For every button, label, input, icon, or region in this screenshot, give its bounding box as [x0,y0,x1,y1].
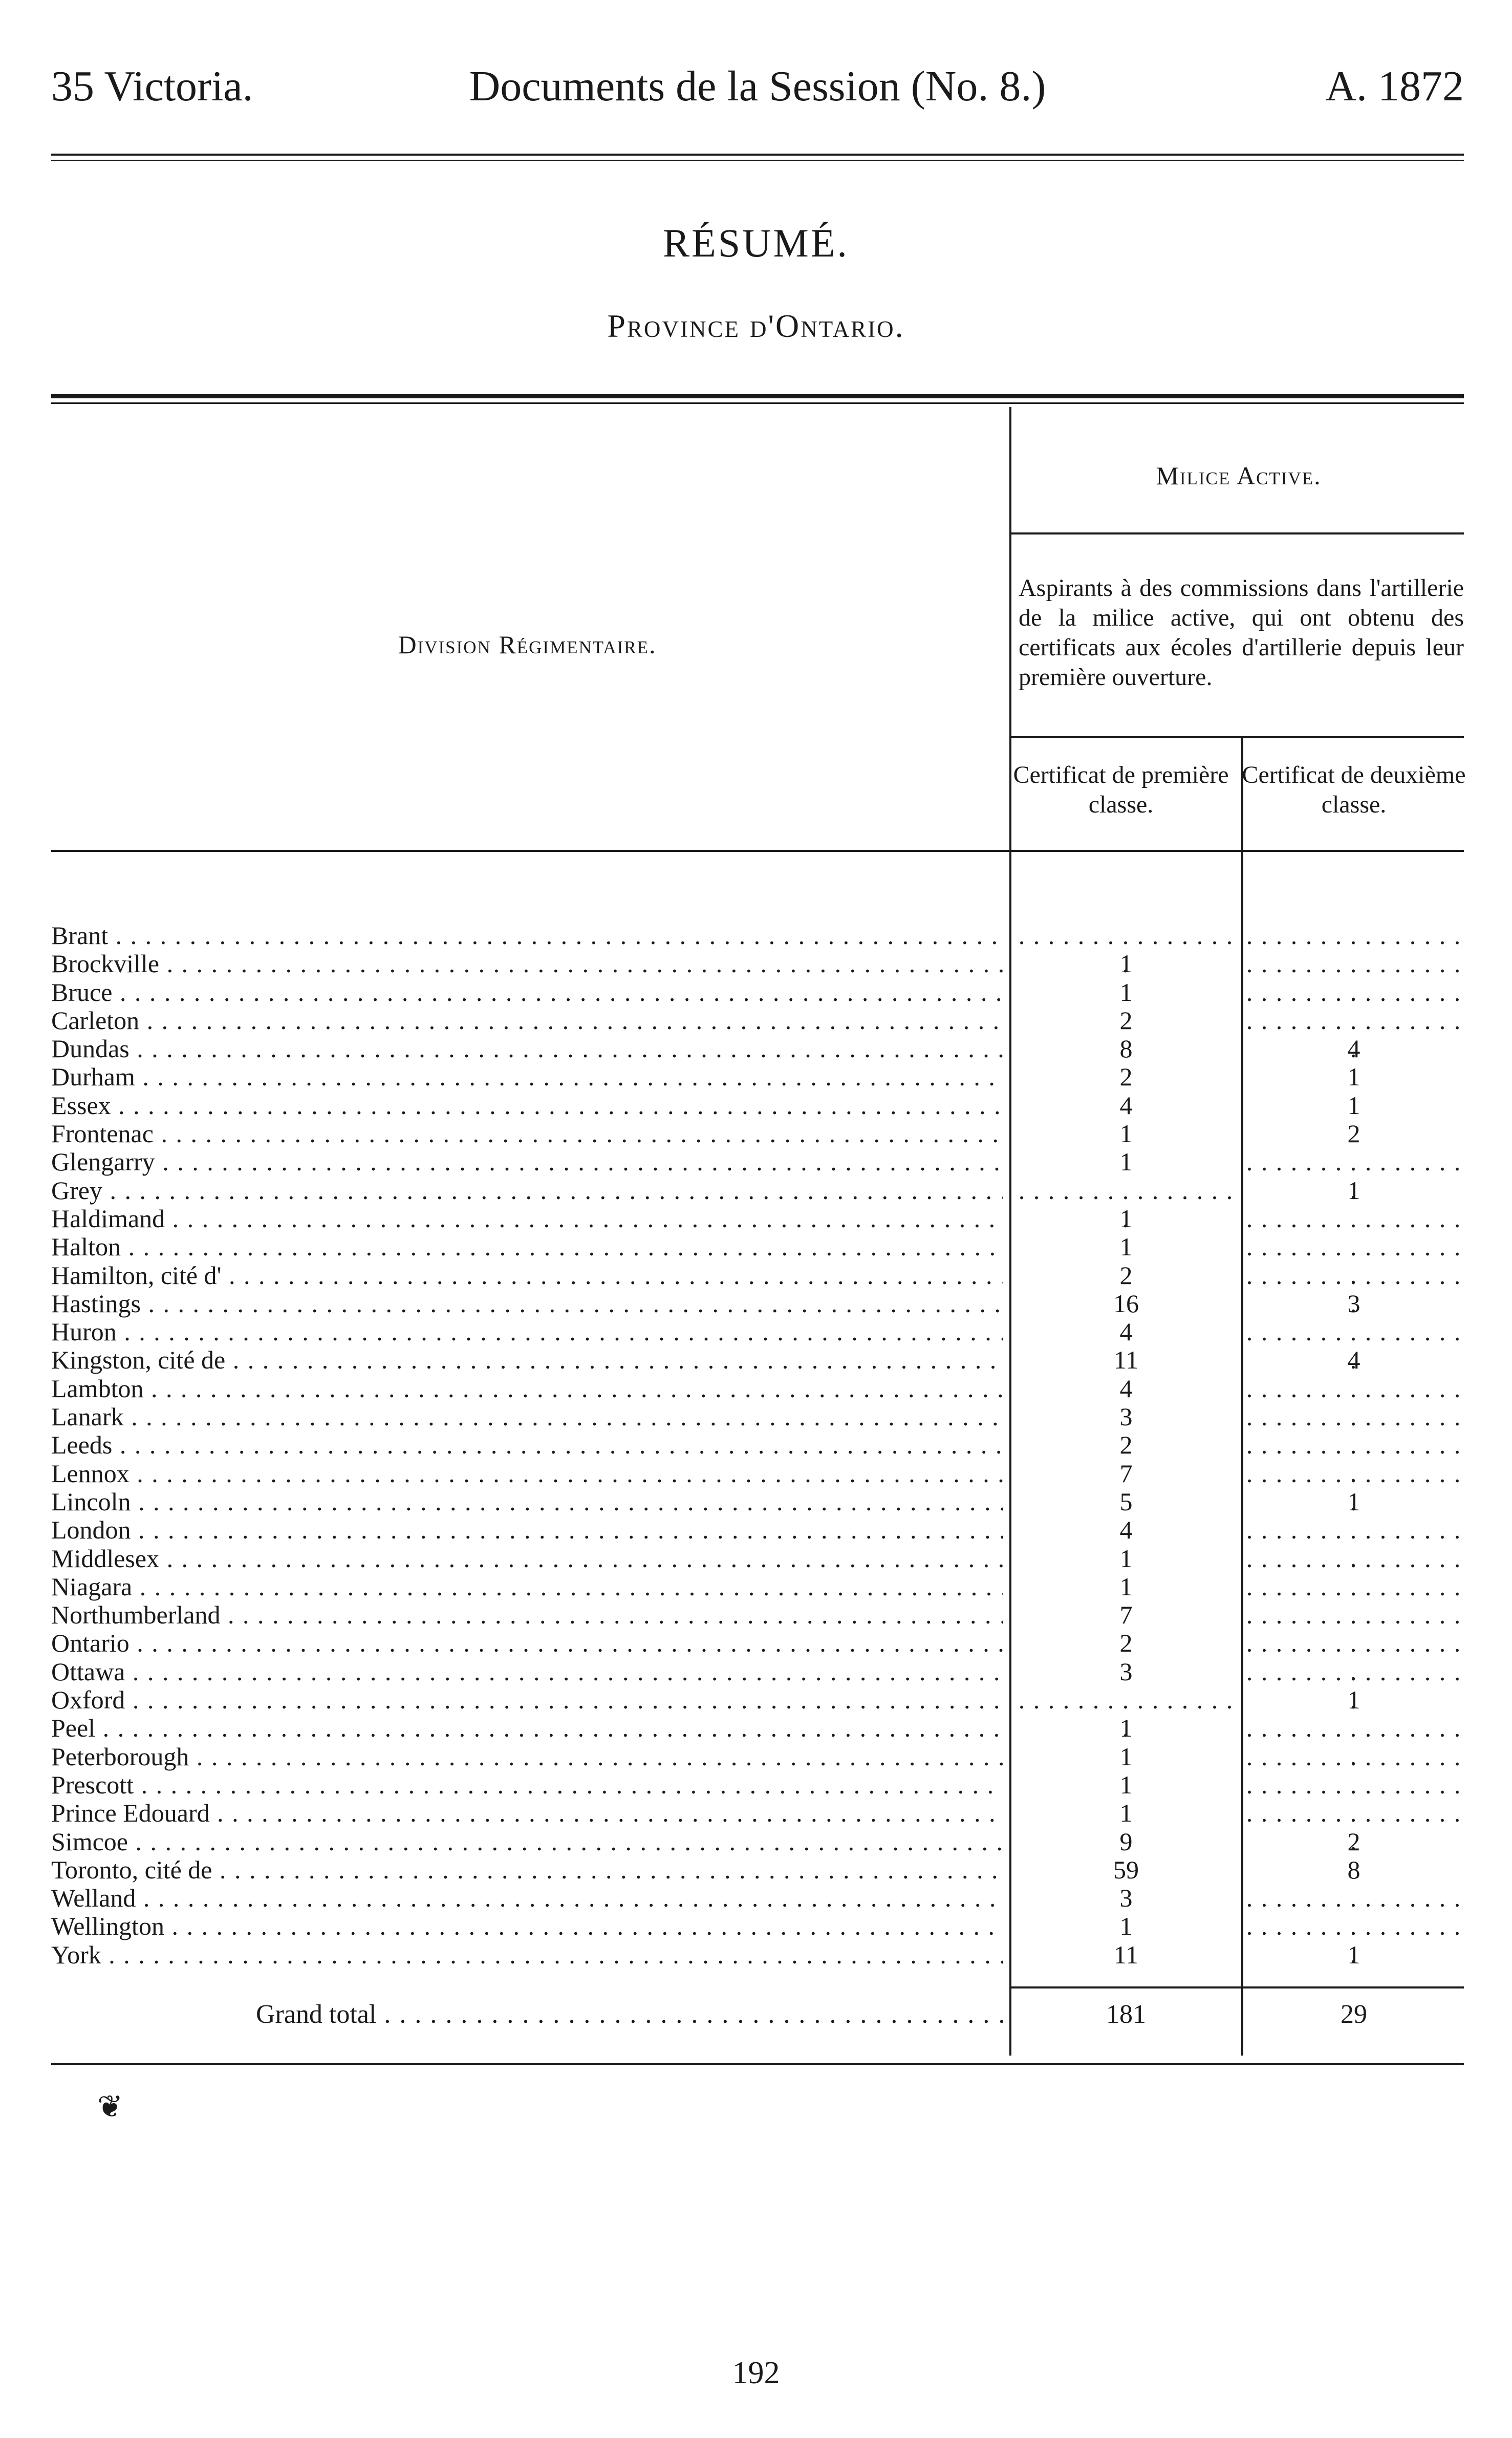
first-class-count: 9 [1119,1827,1133,1856]
division-name: Niagara . . . [51,1573,1003,1601]
table-row [51,1545,1464,1573]
header-document: Documents de la Session (No. 8.) [469,62,1046,110]
division-name: Durham . . . [51,1063,1003,1091]
first-class-count: 3 [1119,1884,1133,1913]
first-class-count: 4 [1119,1090,1133,1120]
page-number: 192 [732,2356,780,2390]
division-name: Halton . . . [51,1233,1003,1261]
table-row [51,1318,1464,1346]
division-name: Essex . . . [51,1092,1003,1120]
first-class-count: 1 [1119,949,1133,978]
division-name: Frontenac . . . [51,1120,1003,1148]
table-row [51,1743,1464,1771]
division-name: Lambton . . . [51,1375,1003,1403]
table-row [51,1233,1464,1261]
col-second-class-header: Certificat de deuxième classe. [1242,761,1466,818]
first-class-count: 7 [1119,1459,1133,1488]
division-name: Brant . . . [51,922,1003,950]
second-class-count: 2 [1347,1119,1360,1148]
first-class-count: 4 [1119,1374,1133,1403]
table-row [51,1120,1464,1148]
first-class-count: 11 [1113,1940,1139,1969]
aspirants-header: Aspirants à des commissions dans l'artillerie de la milice active, qui ont obtenu des certificats aux écoles d'artillerie depuis leur première ouverture. [1019,574,1464,691]
first-class-count: 2 [1119,1260,1133,1290]
table-row [51,1346,1464,1374]
division-name: York . . . [51,1941,1003,1969]
division-name: Bruce . . . [51,978,1003,1007]
header-volume: 35 Victoria. [51,62,253,110]
table-row [51,1941,1464,1969]
first-class-count: 3 [1119,1402,1133,1431]
table-row [51,1629,1464,1657]
table-row [51,1516,1464,1544]
table-row [51,1290,1464,1318]
milice-header: Milice Active. [1156,461,1322,490]
division-name: Welland . . . [51,1884,1003,1912]
division-name: Simcoe . . . [51,1828,1003,1856]
table-row [51,1460,1464,1488]
table-row [51,1431,1464,1459]
table-top-rule-thin [51,402,1464,404]
table-row [51,1856,1464,1884]
first-class-count: 1 [1119,1544,1133,1573]
second-class-count: 4 [1347,1345,1360,1375]
first-class-count: 7 [1119,1600,1133,1630]
page-subtitle: Province d'Ontario. [607,308,905,344]
ornament-icon: ❦ [97,2090,123,2124]
division-name: Huron . . . [51,1318,1003,1346]
first-class-count: 1 [1119,1147,1133,1177]
division-name: Brockville . . . [51,950,1003,978]
table-top-rule [51,394,1464,398]
table-row [51,1912,1464,1940]
division-name: Hamilton, cité d' . . . [51,1261,1003,1290]
table-body [51,922,1464,1969]
rule-milice [1009,532,1464,534]
first-class-count: 11 [1113,1345,1139,1375]
second-class-count: 3 [1347,1289,1360,1318]
table-row [51,1714,1464,1742]
second-class-count: 2 [1347,1827,1360,1856]
table-row [51,1799,1464,1827]
table-row [51,978,1464,1007]
table-row [51,1007,1464,1035]
second-class-count: 1 [1347,1062,1360,1092]
table-row [51,1488,1464,1516]
running-header [51,61,1464,118]
division-name: Carleton . . . [51,1007,1003,1035]
table-row [51,1035,1464,1063]
second-class-count: 1 [1347,1175,1360,1205]
table-row [51,1177,1464,1205]
division-name: London . . . [51,1516,1003,1544]
second-class-count: 8 [1347,1855,1360,1884]
first-class-count: 2 [1119,1006,1133,1035]
table-row [51,1828,1464,1856]
division-name: Northumberland . . . [51,1601,1003,1629]
second-class-count: 1 [1347,1487,1360,1516]
division-name: Leeds . . . [51,1431,1003,1459]
division-name: Kingston, cité de . . . [51,1346,1003,1374]
first-class-count: 1 [1119,1912,1133,1941]
rule-total [1009,1986,1464,1988]
table-row [51,1375,1464,1403]
first-class-count: 4 [1119,1317,1133,1346]
page-title: RÉSUMÉ. [663,221,849,265]
table-row [51,1148,1464,1176]
rule-aspirants [1009,736,1464,738]
division-name: Lanark . . . [51,1403,1003,1431]
first-class-count: 8 [1119,1034,1133,1063]
first-class-count: 1 [1119,1119,1133,1148]
rule-header-bottom [51,850,1464,852]
division-name: Ottawa . . . [51,1658,1003,1686]
first-class-count: 2 [1119,1430,1133,1460]
division-name: Oxford . . . [51,1686,1003,1714]
first-class-count: 1 [1119,977,1133,1007]
division-name: Ontario . . . [51,1629,1003,1657]
total-second-class: 29 [1341,2000,1367,2029]
table-row [51,1063,1464,1091]
first-class-count: 1 [1119,1799,1133,1828]
first-class-count: 2 [1119,1629,1133,1658]
division-name: Dundas . . . [51,1035,1003,1063]
first-class-count: 1 [1119,1232,1133,1261]
division-name: Hastings . . . [51,1290,1003,1318]
col-first-class-header: Certificat de première classe. [1013,761,1229,818]
table-row [51,1205,1464,1233]
division-name: Prince Edouard . . . [51,1799,1003,1827]
second-class-count: 1 [1347,1940,1360,1969]
second-class-count: 1 [1347,1090,1360,1120]
division-name: Lennox . . . [51,1460,1003,1488]
division-header: Division Régimentaire. [398,630,657,659]
division-name: Middlesex . . . [51,1545,1003,1573]
division-name: Grey . . . [51,1177,1003,1205]
total-label: Grand total . . . [256,1999,1003,2029]
table-row [51,1092,1464,1120]
first-class-count: 1 [1119,1770,1133,1799]
division-name: Toronto, cité de . . . [51,1856,1003,1884]
division-name: Wellington . . . [51,1912,1003,1940]
division-name: Prescott . . . [51,1771,1003,1799]
first-class-count: 16 [1113,1289,1139,1318]
rule-table-bottom [51,2063,1464,2065]
second-class-count: 4 [1347,1034,1360,1063]
table-row [51,1686,1464,1714]
header-rule [51,154,1464,156]
division-name: Peterborough . . . [51,1743,1003,1771]
table-row [51,1884,1464,1912]
table-row [51,1771,1464,1799]
total-row [51,1999,1464,2030]
first-class-count: 1 [1119,1204,1133,1233]
table-row [51,950,1464,978]
first-class-count: 4 [1119,1515,1133,1545]
division-name: Lincoln . . . [51,1488,1003,1516]
first-class-count: 3 [1119,1657,1133,1686]
first-class-count: 1 [1119,1742,1133,1771]
table-row [51,1573,1464,1601]
total-first-class: 181 [1106,2000,1146,2029]
table-row [51,1261,1464,1290]
table-row [51,1601,1464,1629]
table-row [51,922,1464,950]
header-year: A. 1872 [1325,62,1464,110]
table-row [51,1403,1464,1431]
first-class-count: 59 [1113,1855,1139,1884]
division-name: Glengarry . . . [51,1148,1003,1176]
table-row [51,1658,1464,1686]
division-name: Haldimand . . . [51,1205,1003,1233]
first-class-count: 2 [1119,1062,1133,1092]
first-class-count: 1 [1119,1572,1133,1601]
second-class-count: 1 [1347,1685,1360,1715]
header-rule-thin [51,160,1464,161]
division-name: Peel . . . [51,1714,1003,1742]
first-class-count: 1 [1119,1714,1133,1743]
first-class-count: 5 [1119,1487,1133,1516]
